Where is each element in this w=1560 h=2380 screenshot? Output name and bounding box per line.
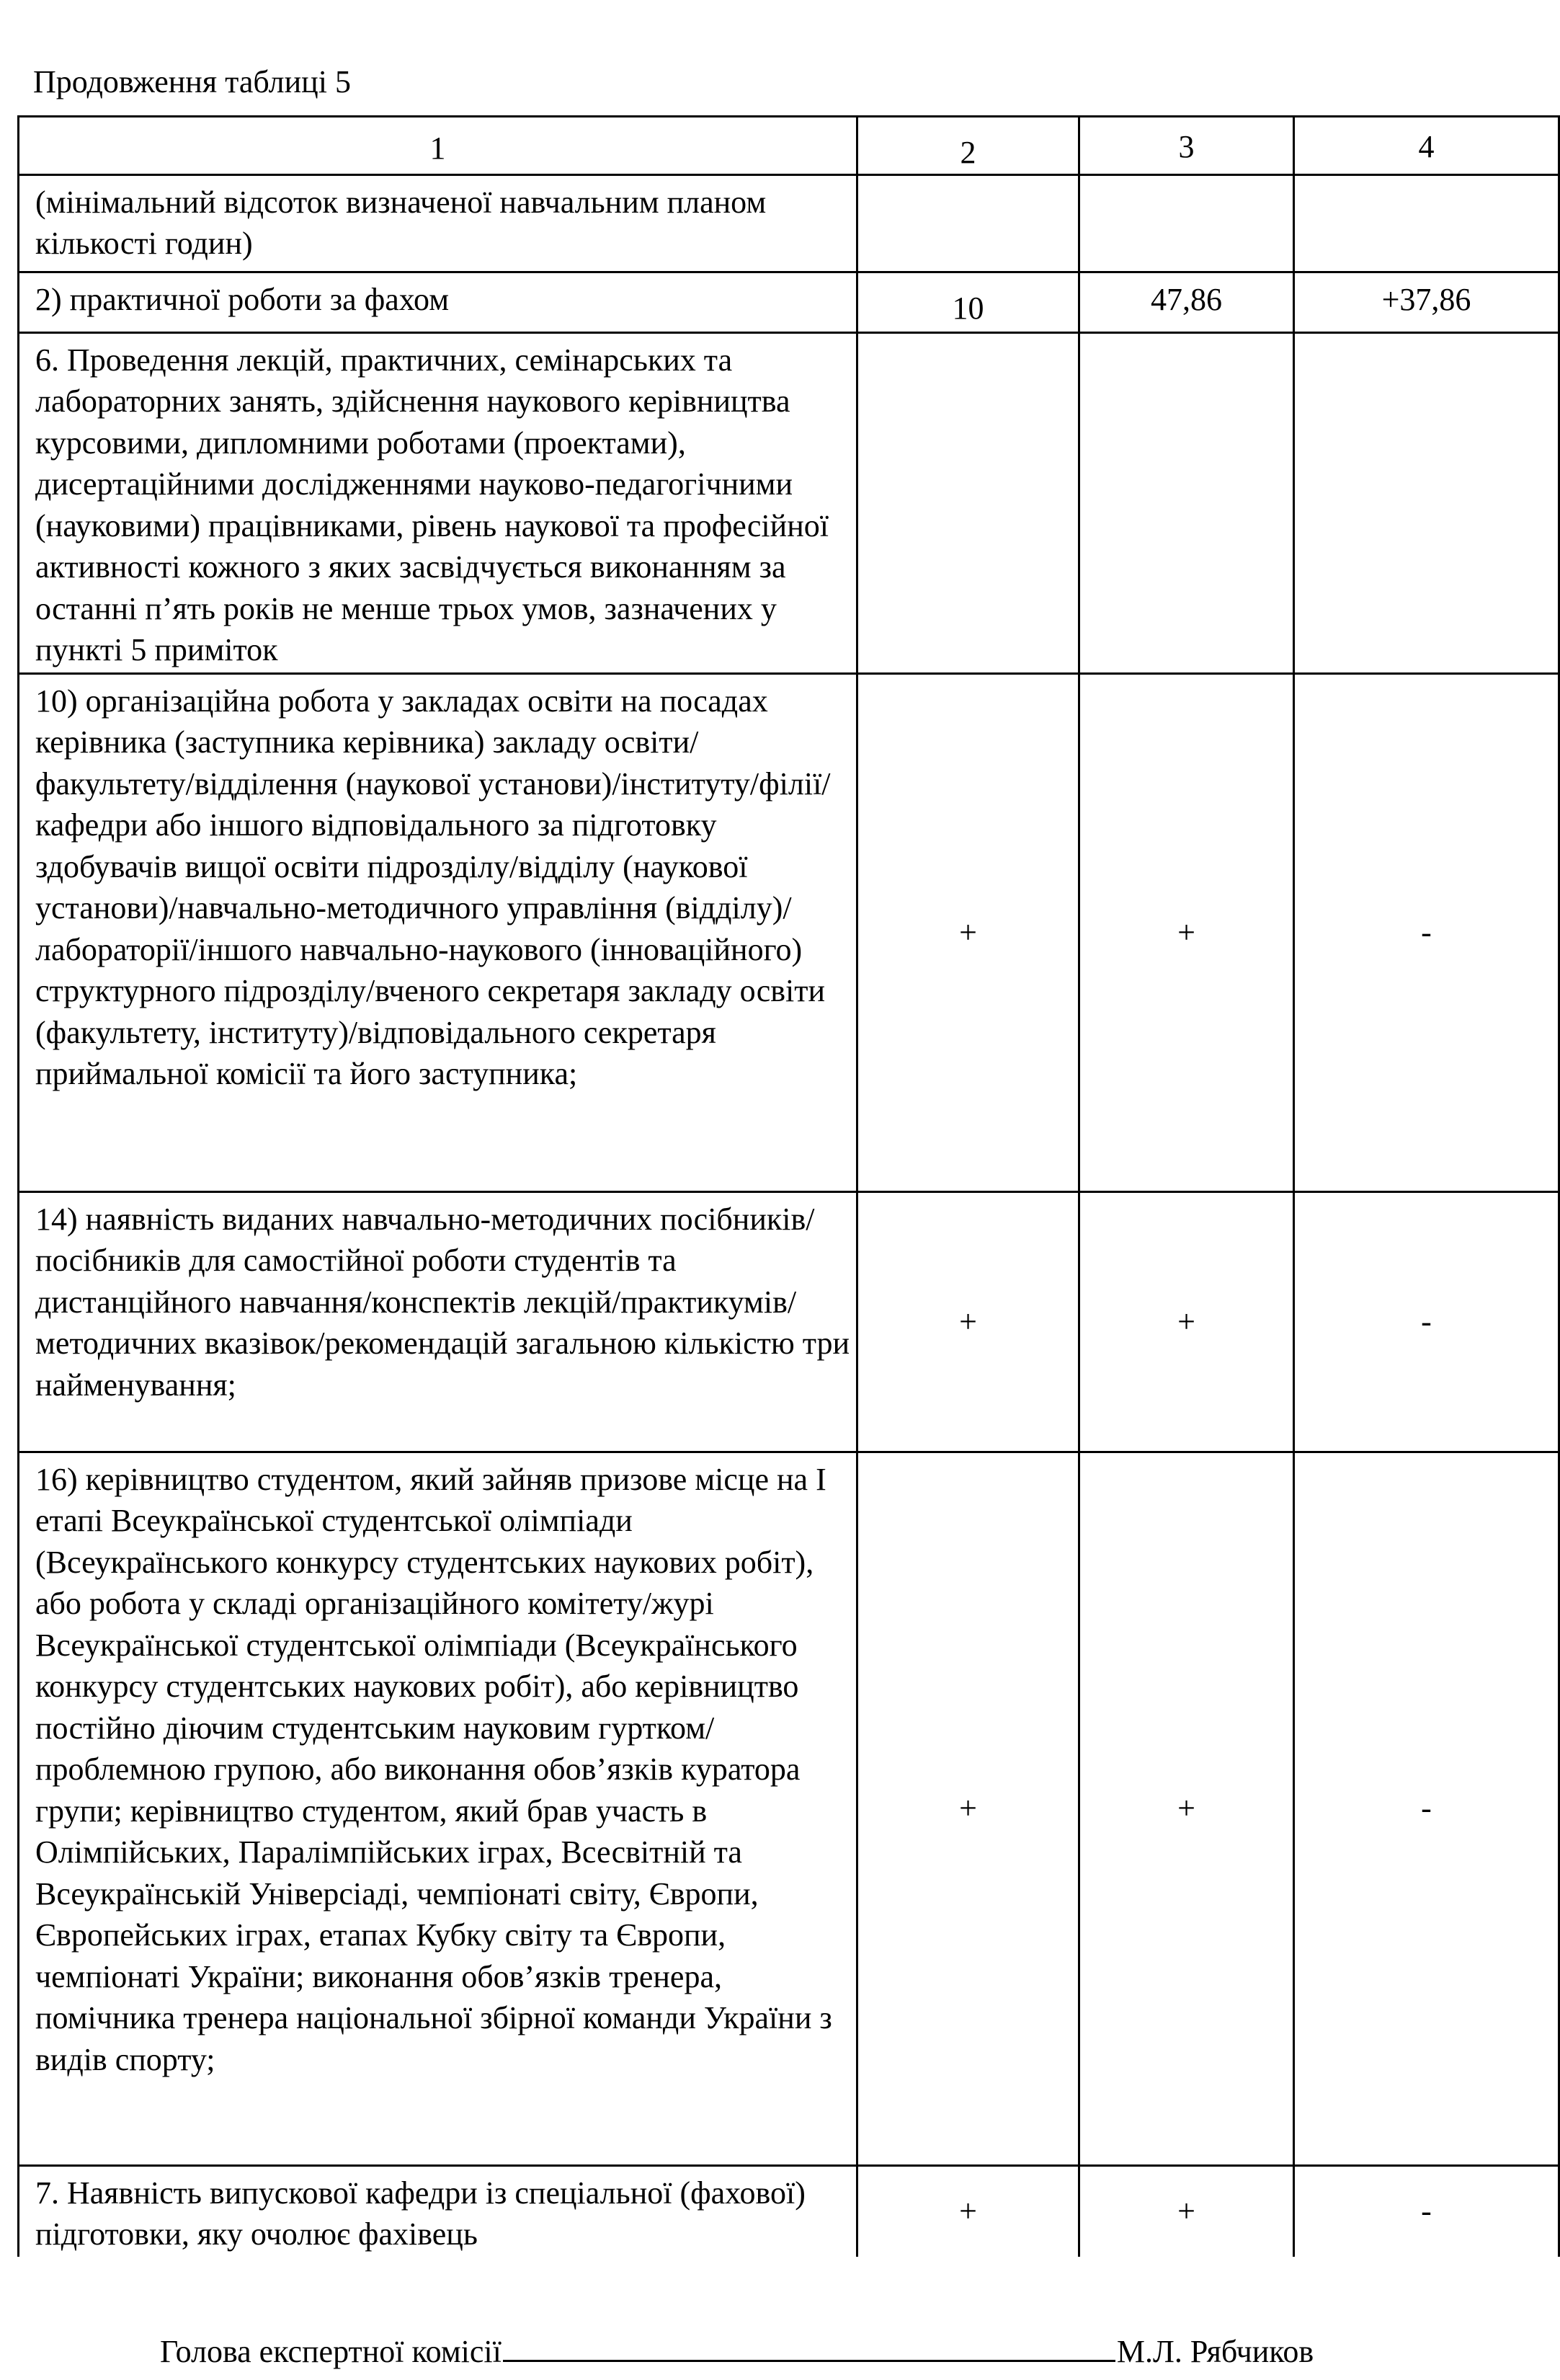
header-col-3: 3 — [1079, 117, 1294, 175]
header-col-1: 1 — [19, 117, 857, 175]
signature-label: Голова експертної комісії — [160, 2334, 502, 2369]
table-caption: Продовження таблиці 5 — [33, 64, 351, 99]
row-value-col-4: - — [1294, 2165, 1559, 2257]
signature-block — [160, 2328, 1314, 2372]
row-value-col-4: - — [1294, 1191, 1559, 1452]
row-value-col-3: 47,86 — [1079, 272, 1294, 332]
table-row — [19, 272, 1559, 332]
row-value-col-3: + — [1079, 673, 1294, 1191]
row-description: 2) практичної роботи за фахом — [19, 272, 857, 332]
row-value-col-2: + — [857, 1191, 1079, 1452]
row-description: 6. Проведення лекцій, практичних, семінарських та лабораторних занять, здійснення наукового керівництва курсовими, дипломними роботами (проектами), дисертаційними дослідженнями науково-педагогічними (науковими) працівниками, рівень наукової та професійної активності кожного з яких засвідчується виконанням за останні п’ять років не менше трьох умов, зазначених у пункті 5 приміток — [19, 332, 857, 673]
row-value-col-4 — [1294, 332, 1559, 673]
table-row — [19, 174, 1559, 272]
header-col-2: 2 — [857, 117, 1079, 175]
requirements-table — [17, 115, 1560, 2257]
row-value-col-3: + — [1079, 2165, 1294, 2257]
signature-name: М.Л. Рябчиков — [1116, 2334, 1314, 2369]
table-header-row — [19, 117, 1559, 175]
row-value-col-2: + — [857, 2165, 1079, 2257]
row-value-col-2 — [857, 174, 1079, 272]
row-value-col-4: - — [1294, 1452, 1559, 2165]
row-value-col-2: + — [857, 673, 1079, 1191]
table-row — [19, 1452, 1559, 2165]
row-value-col-3: + — [1079, 1452, 1294, 2165]
row-value-col-3 — [1079, 332, 1294, 673]
table-row — [19, 1191, 1559, 1452]
row-description: 14) наявність виданих навчально-методичних посібників/посібників для самостійної роботи студентів та дистанційного навчання/конспектів лекцій/практикумів/методичних вказівок/рекомендацій загальною кількістю три найменування; — [19, 1191, 857, 1452]
table-row — [19, 2165, 1559, 2257]
table-row — [19, 673, 1559, 1191]
row-description: 10) організаційна робота у закладах освіти на посадах керівника (заступника керівника) закладу освіти/факультету/відділення (наукової установи)/інституту/філії/кафедри або іншого відповідального за підготовку здобувачів вищої освіти підрозділу/відділу (наукової установи)/навчально-методичного управління (відділу)/лабораторії/іншого навчально-наукового (інноваційного) структурного підрозділу/вченого секретаря закладу освіти (факультету, інституту)/відповідального секретаря приймальної комісії та його заступника; — [19, 673, 857, 1191]
row-value-col-3 — [1079, 174, 1294, 272]
row-value-col-4 — [1294, 174, 1559, 272]
signature-line — [503, 2328, 1115, 2362]
header-col-4: 4 — [1294, 117, 1559, 175]
table-row — [19, 332, 1559, 673]
row-description: 7. Наявність випускової кафедри із спеціальної (фахової) підготовки, яку очолює фахівець — [19, 2165, 857, 2257]
row-description: 16) керівництво студентом, який зайняв призове місце на I етапі Всеукраїнської студентської олімпіади (Всеукраїнського конкурсу студентських наукових робіт), або робота у складі організаційного комітету/журі Всеукраїнської студентської олімпіади (Всеукраїнського конкурсу студентських наукових робіт), або керівництво постійно діючим студентським науковим гуртком/проблемною групою, або виконання обов’язків куратора групи; керівництво студентом, який брав участь в Олімпійських, Паралімпійських іграх, Всесвітній та Всеукраїнській Універсіаді, чемпіонаті світу, Європи, Європейських іграх, етапах Кубку світу та Європи, чемпіонаті України; виконання обов’язків тренера, помічника тренера національної збірної команди України з видів спорту; — [19, 1452, 857, 2165]
row-value-col-2 — [857, 332, 1079, 673]
row-value-col-4: +37,86 — [1294, 272, 1559, 332]
row-value-col-4: - — [1294, 673, 1559, 1191]
row-value-col-2: 10 — [857, 272, 1079, 332]
row-value-col-2: + — [857, 1452, 1079, 2165]
row-description: (мінімальний відсоток визначеної навчальним планом кількості годин) — [19, 174, 857, 272]
row-value-col-3: + — [1079, 1191, 1294, 1452]
